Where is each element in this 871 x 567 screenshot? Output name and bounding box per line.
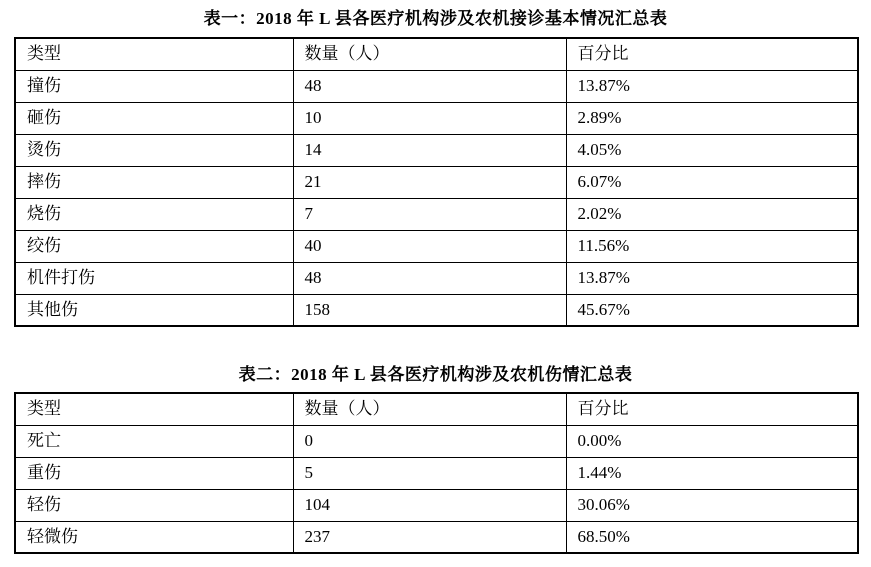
table-row (15, 166, 858, 198)
table-row (15, 457, 858, 489)
table-row (15, 262, 858, 294)
table2 (14, 392, 859, 554)
cell-type: 轻伤 (15, 489, 293, 521)
cell-percentage: 13.87% (566, 262, 858, 294)
cell-type: 摔伤 (15, 166, 293, 198)
table-row (15, 102, 858, 134)
cell-percentage: 6.07% (566, 166, 858, 198)
cell-quantity: 14 (293, 134, 566, 166)
cell-percentage: 1.44% (566, 457, 858, 489)
cell-quantity: 104 (293, 489, 566, 521)
table2-header-type: 类型 (15, 393, 293, 425)
table2-header-percentage: 百分比 (566, 393, 858, 425)
cell-quantity: 158 (293, 294, 566, 326)
table1-title: 表一：2018 年 L 县各医疗机构涉及农机接诊基本情况汇总表 (203, 9, 668, 28)
table-row (15, 489, 858, 521)
table-row (15, 425, 858, 457)
cell-quantity: 237 (293, 521, 566, 553)
table2-header-quantity: 数量（人） (293, 393, 566, 425)
cell-percentage: 2.89% (566, 102, 858, 134)
cell-quantity: 40 (293, 230, 566, 262)
cell-type: 死亡 (15, 425, 293, 457)
table-row (15, 521, 858, 553)
cell-percentage: 68.50% (566, 521, 858, 553)
cell-type: 重伤 (15, 457, 293, 489)
cell-percentage: 30.06% (566, 489, 858, 521)
cell-quantity: 7 (293, 198, 566, 230)
table1-header-type: 类型 (15, 38, 293, 70)
cell-quantity: 21 (293, 166, 566, 198)
table-row (15, 198, 858, 230)
cell-quantity: 0 (293, 425, 566, 457)
cell-type: 机件打伤 (15, 262, 293, 294)
cell-type: 烫伤 (15, 134, 293, 166)
cell-quantity: 48 (293, 262, 566, 294)
cell-percentage: 11.56% (566, 230, 858, 262)
table-row (15, 294, 858, 326)
cell-type: 烧伤 (15, 198, 293, 230)
cell-type: 砸伤 (15, 102, 293, 134)
cell-quantity: 10 (293, 102, 566, 134)
cell-quantity: 48 (293, 70, 566, 102)
cell-quantity: 5 (293, 457, 566, 489)
cell-type: 其他伤 (15, 294, 293, 326)
cell-percentage: 45.67% (566, 294, 858, 326)
table-row (15, 134, 858, 166)
table2-header-row (15, 393, 858, 425)
table-row (15, 230, 858, 262)
table1-header-percentage: 百分比 (566, 38, 858, 70)
cell-type: 撞伤 (15, 70, 293, 102)
cell-type: 绞伤 (15, 230, 293, 262)
cell-percentage: 13.87% (566, 70, 858, 102)
cell-type: 轻微伤 (15, 521, 293, 553)
table1-header-row (15, 38, 858, 70)
table1-header-quantity: 数量（人） (293, 38, 566, 70)
table2-title: 表二：2018 年 L 县各医疗机构涉及农机伤情汇总表 (238, 365, 633, 384)
table1 (14, 37, 859, 327)
cell-percentage: 0.00% (566, 425, 858, 457)
table-row (15, 70, 858, 102)
cell-percentage: 4.05% (566, 134, 858, 166)
cell-percentage: 2.02% (566, 198, 858, 230)
